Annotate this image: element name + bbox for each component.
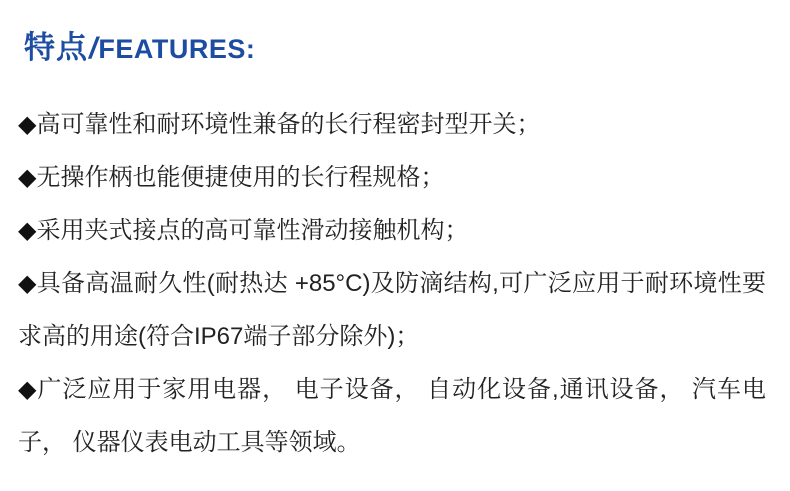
diamond-bullet-icon: ◆ (18, 376, 38, 403)
feature-text: 具备高温耐久性(耐热达 +85°C)及防滴结构,可广泛应用于耐环境性要求高的用途(符合IP67端子部分除外)； (18, 270, 766, 350)
diamond-bullet-icon: ◆ (18, 270, 37, 297)
feature-item (18, 151, 766, 204)
feature-text: 无操作柄也能便捷使用的长行程规格； (36, 164, 445, 191)
feature-text: 高可靠性和耐环境性兼备的长行程密封型开关； (36, 111, 541, 138)
diamond-bullet-icon: ◆ (18, 217, 37, 244)
feature-list (18, 98, 766, 469)
title-divider: / (89, 32, 98, 65)
page-title (24, 30, 255, 72)
title-english: FEATURES: (98, 34, 256, 64)
feature-item (18, 363, 766, 469)
diamond-bullet-icon: ◆ (18, 164, 37, 191)
title-chinese: 特点 (24, 30, 88, 65)
feature-text: 广泛应用于家用电器， 电子设备， 自动化设备,通讯设备， 汽车电子， 仪器仪表电动工具等领域。 (18, 376, 766, 456)
feature-text: 采用夹式接点的高可靠性滑动接触机构； (36, 217, 469, 244)
diamond-bullet-icon: ◆ (18, 111, 37, 138)
feature-item (18, 257, 766, 363)
feature-item (18, 98, 766, 151)
feature-item (18, 204, 766, 257)
